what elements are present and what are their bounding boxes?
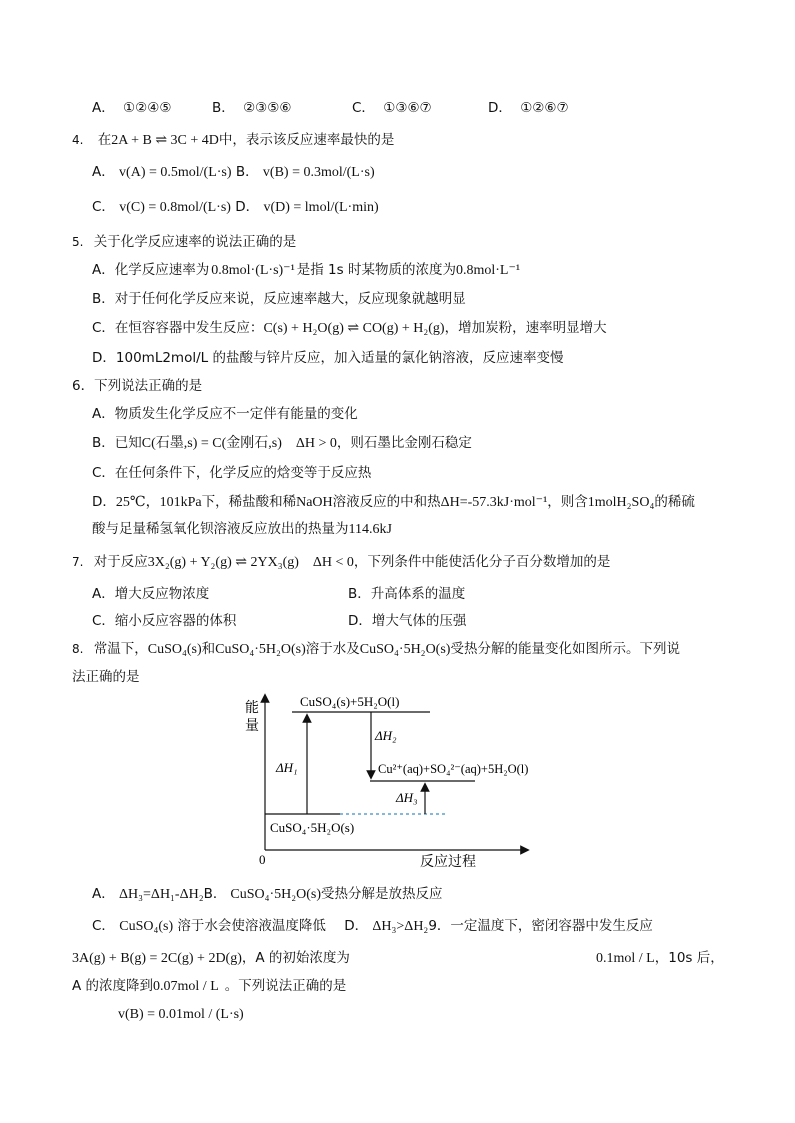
q8-option-b-label: B． [203, 886, 227, 902]
q8-option-a-label: A． [92, 886, 115, 902]
q9-line3-post: 。下列说法正确的是 [224, 978, 347, 994]
q8-mid1: 和 [201, 641, 216, 657]
q8-cuso4-5h2o: CuSO₄·5H₂O(s) [215, 642, 306, 657]
q7-post: ，下列条件中能使活化分子百分数增加的是 [353, 554, 611, 570]
q8-option-c-math: CuSO₄(s) [119, 919, 174, 934]
y-axis-label-1: 能 [245, 700, 259, 716]
q4-option-a-value: v(A) = 0.5mol/(L·s) [119, 165, 232, 180]
bottom-level-label: CuSO₄·5H₂O(s) [270, 820, 355, 835]
q4-option-b-value: v(B) = 0.3mol/(L·s) [262, 165, 375, 180]
q9-time: ，10s 后， [654, 950, 724, 966]
q9-initial-conc: 0.1mol / L [596, 951, 655, 966]
q9-option-a [118, 1005, 244, 1024]
q4-option-c-value: v(C) = 0.8mol/(L·s) [119, 200, 231, 215]
q8-number: 8. [72, 642, 84, 656]
q8-option-c-post: 溶于水会使溶液温度降低 [177, 918, 326, 934]
q7-equation: 3X₂(g) + Y₂(g) ⇌ 2YX₃(g) ΔH < 0 [147, 555, 354, 570]
q3-options [92, 99, 171, 117]
q8-option-b-math: CuSO₄·5H₂O(s) [230, 887, 322, 902]
q7-number: 7. [72, 555, 84, 569]
q6-option-d-mid2: 溶液反应的中和热 [332, 494, 441, 510]
q7-option-b: B．升高体系的温度 [348, 586, 466, 602]
q7-pre: 对于反应 [93, 554, 148, 570]
q9-option-a-math: v(B) = 0.01mol / (L·s) [118, 1007, 244, 1022]
q3-option-b-label: B． [212, 100, 235, 116]
q7-option-d: D．增大气体的压强 [348, 613, 467, 629]
q8-pre: 常温下， [93, 641, 148, 657]
q6-option-d-line1 [92, 493, 695, 512]
q6-option-d-pre: D． [92, 494, 116, 510]
q5-option-a-pre: A．化学反应速率为 [92, 262, 210, 278]
q7-option-c: C．缩小反应容器的体积 [92, 613, 237, 629]
q9-line3 [72, 977, 346, 996]
q8-options-row2 [92, 917, 653, 936]
q6-option-d-line2 [92, 520, 392, 539]
q9-final-conc: 0.07mol / L [153, 979, 219, 994]
q5-option-c-math: C(s) + H₂O(g) ⇌ CO(g) + H₂(g) [263, 321, 445, 336]
q8-post: 受热分解的能量变化如图所示。下列说 [450, 641, 680, 657]
q6-option-c: C．在任何条件下，化学反应的焓变等于反应热 [92, 465, 372, 481]
dh3-label: ΔH₃ [396, 790, 418, 805]
q5-option-a [92, 261, 520, 280]
q3-option-c-label: C． [352, 100, 375, 116]
q6-option-d-line2-pre: 酸与足量稀氢氧化钡溶液反应放出的热量为 [92, 521, 349, 537]
q9-stem: 一定温度下，密闭容器中发生反应 [450, 918, 653, 934]
q4-option-d-label: D． [235, 199, 260, 215]
q8-mid2: 溶于水及 [305, 641, 360, 657]
q5-option-a-math: 0.8mol·(L·s)⁻¹ [211, 263, 295, 278]
q4-option-a-label: A． [92, 164, 115, 180]
q4-post: 中，表示该反应速率最快的是 [218, 132, 395, 148]
q5-option-b: B．对于任何化学反应来说，反应速率越大，反应现象就越明显 [92, 291, 466, 307]
q6-option-b-pre: B．已知 [92, 435, 142, 451]
q7-stem [72, 553, 610, 572]
q8-stem-line1 [72, 640, 680, 659]
q6-option-b-post: ，则石墨比金刚石稳定 [336, 435, 472, 451]
q5-option-a-mid: 是指 1s 时某物质的浓度为 [296, 262, 456, 278]
top-level-label: CuSO₄(s)+5H₂O(l) [300, 694, 400, 709]
q9-line2-right [596, 949, 724, 968]
q3-option-c [352, 99, 432, 117]
q6-option-d-dh: ΔH=-57.3kJ·mol⁻¹ [440, 495, 548, 510]
q4-pre: 在 [97, 132, 112, 148]
q6-stem [72, 377, 202, 395]
q9-line3-pre: A 的浓度降到 [72, 978, 154, 994]
q4-options-row1 [92, 163, 375, 182]
q6-option-b [92, 434, 472, 453]
q3-option-d [488, 99, 569, 117]
q6-option-d-mid3: ，则含 [547, 494, 588, 510]
q5-number: 5. [72, 235, 84, 249]
q5-option-d: D．100mL2mol/L 的盐酸与锌片反应，加入适量的氯化钠溶液，反应速率变慢 [92, 350, 564, 366]
y-axis-label-2: 量 [245, 718, 259, 734]
q6-option-d-conditions: 25℃，101kPa [115, 495, 202, 510]
q6-option-b-math: C(石墨,s) = C(金刚石,s) ΔH > 0 [141, 436, 337, 451]
q6-option-d-heat: 114.6kJ [348, 522, 392, 537]
q9-mid: ，A 的初始浓度为 [241, 950, 350, 966]
q6-option-d-h2so4: 1molH₂SO₄ [587, 495, 655, 510]
q3-option-d-label: D． [488, 100, 512, 116]
q8-option-c-label: C． [92, 918, 115, 934]
q8-cuso4-5h2o-2: CuSO₄·5H₂O(s) [359, 642, 451, 657]
q5-option-c [92, 319, 607, 338]
dh1-label: ΔH₁ [276, 760, 298, 775]
q9-number: 9． [428, 918, 451, 934]
q6-stem-text: 下列说法正确的是 [94, 378, 203, 394]
q3-option-b [212, 99, 291, 117]
q6-option-a: A．物质发生化学反应不一定伴有能量的变化 [92, 406, 358, 422]
q5-stem-text: 关于化学反应速率的说法正确的是 [93, 234, 297, 250]
q8-stem-line2: 法正确的是 [72, 669, 140, 685]
q9-line2 [72, 949, 350, 968]
q3-option-b-value: ②③⑤⑥ [243, 100, 292, 116]
q8-option-b-post: 受热分解是放热反应 [321, 886, 443, 902]
q6-option-d-mid1: 下，稀盐酸和稀 [201, 494, 297, 510]
q4-equation: 2A + B ⇌ 3C + 4D [111, 133, 219, 148]
q3-option-c-value: ①③⑥⑦ [383, 100, 432, 116]
mid-level-label: Cu²⁺(aq)+SO₄²⁻(aq)+5H₂O(l) [378, 762, 529, 776]
q8-options-row1 [92, 885, 443, 904]
energy-diagram [240, 690, 540, 870]
q9-equation: 3A(g) + B(g) = 2C(g) + 2D(g) [72, 951, 242, 966]
q3-option-d-value: ①②⑥⑦ [520, 100, 569, 116]
origin-label: 0 [259, 852, 266, 867]
q5-option-c-pre: C．在恒容容器中发生反应： [92, 320, 264, 336]
q8-option-d-math: ΔH₃>ΔH₂ [372, 919, 429, 934]
dh2-label: ΔH₂ [375, 728, 397, 743]
q4-option-c-label: C． [92, 199, 115, 215]
q3-option-a-value: ①②④⑤ [123, 100, 172, 116]
q4-option-d-value: v(D) = lmol/(L·min) [263, 200, 379, 215]
q3-option-a-label: A． [92, 100, 115, 116]
q6-option-d-mid4: 的稀硫 [654, 494, 695, 510]
q5-option-c-post: ，增加炭粉，速率明显增大 [444, 320, 607, 336]
q6-number: 6． [72, 378, 95, 394]
q6-option-d-naoh: NaOH [296, 495, 333, 510]
q5-option-a-math2: 0.8mol·L⁻¹ [455, 263, 521, 278]
q8-option-a-math: ΔH₃=ΔH₁-ΔH₂ [119, 887, 204, 902]
q8-cuso4: CuSO₄(s) [147, 642, 202, 657]
q4-number: 4. [72, 133, 84, 147]
q5-stem [72, 233, 296, 251]
q4-stem [72, 131, 394, 150]
q4-options-row2 [92, 198, 379, 217]
q7-option-a: A．增大反应物浓度 [92, 586, 210, 602]
q4-option-b-label: B． [235, 164, 259, 180]
q8-option-d-label: D． [344, 918, 369, 934]
x-axis-label: 反应过程 [420, 854, 476, 870]
